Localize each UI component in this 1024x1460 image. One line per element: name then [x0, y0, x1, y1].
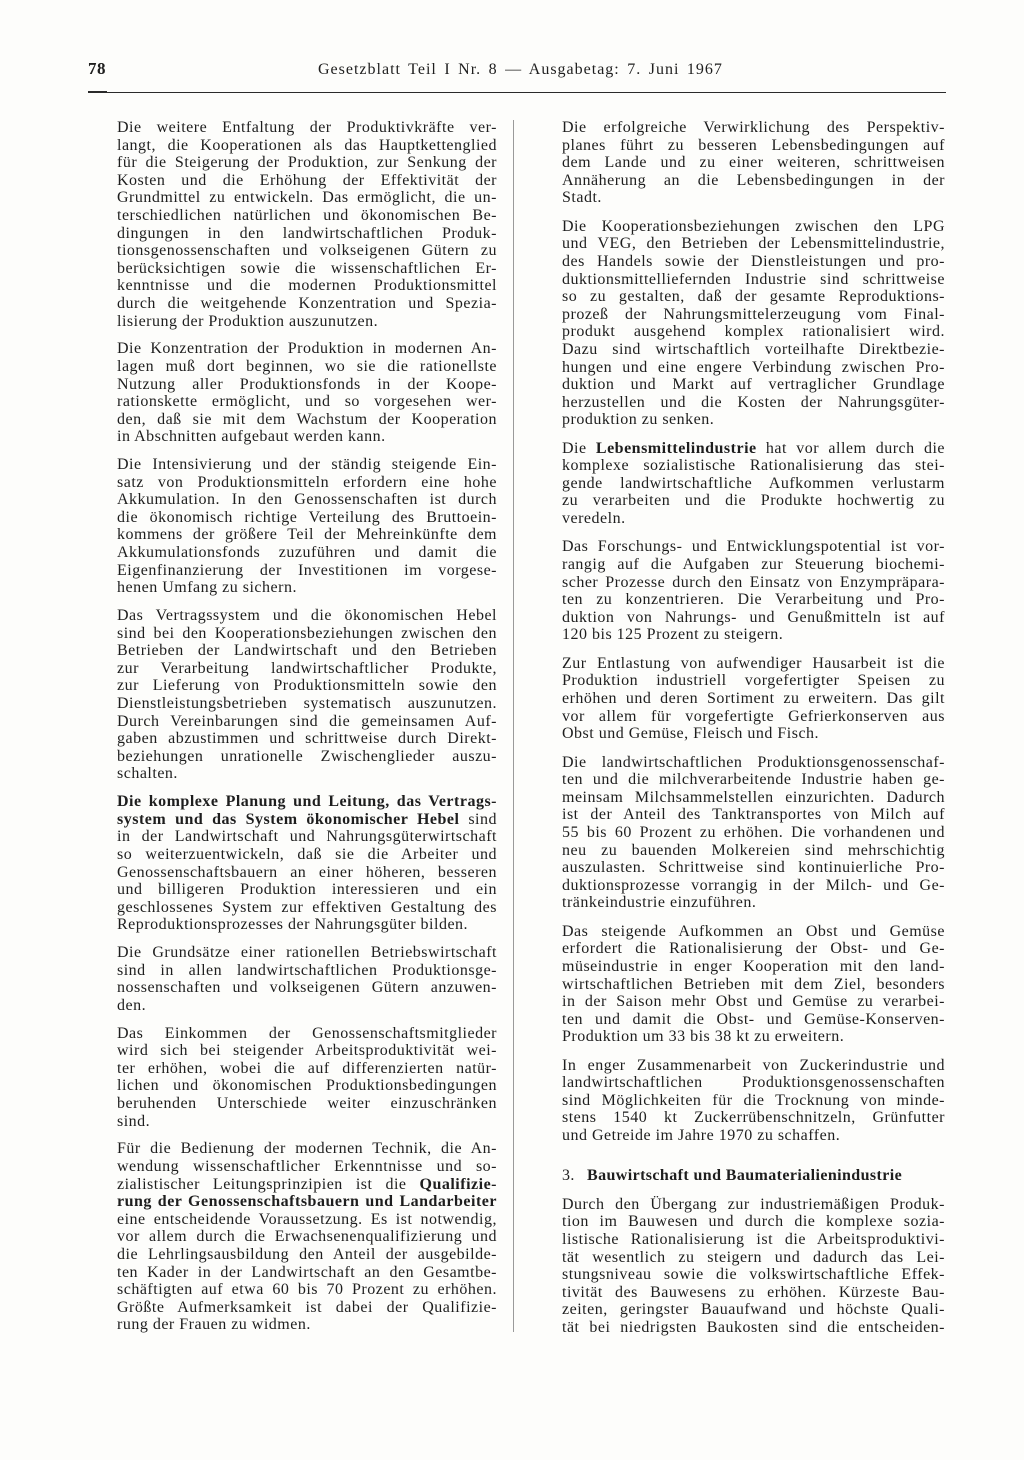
text-line: die ökonomisch richtige Verteilung des Bruttoein- [117, 508, 497, 526]
text-line: tränkeindustrie einzuführen. [562, 894, 757, 912]
text-line: henen Umfang zu sichern. [117, 579, 297, 597]
text-line: sind. [117, 1112, 151, 1130]
text-line: terschiedlichen natürlichen und ökonomischen Be- [117, 206, 497, 224]
text-line: Die landwirtschaftlichen Produktionsgenossenschaf- [562, 753, 945, 771]
paragraph [562, 440, 945, 528]
text-line: eine entscheidende Voraussetzung. Es ist notwendig, [117, 1210, 497, 1228]
text-line: und billigeren Produktion interessieren und ein [117, 881, 497, 899]
text-line: die Lehrlingsausbildung den Anteil der ausgebilde- [117, 1245, 497, 1263]
text-line: für die Steigerung der Produktion, zur Senkung der [117, 154, 497, 172]
text-line: langt, die Kooperationen als das Hauptkettenglied [117, 136, 497, 154]
text-line: rung der Frauen zu widmen. [117, 1316, 311, 1334]
text-line: duktion von Nahrungs- und Genußmitteln ist auf [562, 608, 945, 626]
text-line: und VEG, den Betrieben der Lebensmittelindustrie, [562, 235, 945, 253]
text-segment: zialistischer Leitungsprinzipien ist die [117, 1175, 420, 1193]
text-line: Durch den Übergang zur industriemäßigen Produk- [562, 1195, 945, 1213]
paragraph [117, 456, 497, 597]
text-line: wird sich bei steigender Arbeitsproduktivität wei- [117, 1042, 497, 1060]
bold-text: Qualifizie- [419, 1175, 497, 1193]
section-number: 3. [562, 1166, 575, 1184]
running-head: Gesetzblatt Teil I Nr. 8 — Ausgabetag: 7. Juni 1967 [318, 61, 723, 78]
text-line: ter erhöhen, wobei die auf differenzierten natür- [117, 1059, 497, 1077]
text-line: Kosten und die Erhöhung der Effektivität der [117, 171, 497, 189]
bold-text: system und das System ökonomischer Hebel [117, 810, 460, 828]
text-line: Betrieben der Landwirtschaft und den Betrieben [117, 642, 497, 660]
text-line: rationskette ermöglicht, und so vorgesehen wer- [117, 393, 497, 411]
paragraph [562, 754, 945, 912]
page-number: 78 [88, 59, 106, 78]
text-line: Die Kooperationsbeziehungen zwischen den LPG [562, 217, 945, 235]
text-line: rangig auf die Aufgaben zur Steuerung biochemi- [562, 556, 945, 574]
text-line: beziehungen unrationelle Zwischenglieder auszu- [117, 747, 497, 765]
text-line: in der Saison mehr Obst und Gemüse zu verarbei- [562, 993, 945, 1011]
text-line: meinsam Milchsammelstellen einzurichten. Dadurch [562, 788, 945, 806]
text-line: vor allem durch die Erwachsenenqualifizierung und [117, 1228, 497, 1246]
paragraph [117, 944, 497, 1014]
text-line: Produktion industriell vorgefertigter Speisen zu [562, 672, 945, 690]
text-line: produkt ausgehend komplex rationalisiert wird. [562, 323, 945, 341]
text-line: Die Konzentration der Produktion in modernen An- [117, 340, 497, 358]
text-line: Die weitere Entfaltung der Produktivkräfte ver- [117, 119, 497, 136]
text-line: gaben abzustimmen und schrittweise durch Direkt- [117, 730, 497, 748]
text-line: Obst und Gemüse, Fleisch und Fisch. [562, 725, 820, 743]
text-line: Das steigende Aufkommen an Obst und Gemüse [562, 922, 945, 940]
header-rule [88, 92, 946, 93]
text-line: müseindustrie in enger Kooperation mit den land- [562, 957, 945, 975]
text-line: planes führt zu besseren Lebensbedingungen auf [562, 136, 945, 154]
text-line: erhöhen und deren Sortiment zu erweitern. Das gilt [562, 690, 945, 707]
text-line: Größte Aufmerksamkeit ist dabei der Qualifizie- [117, 1298, 497, 1316]
paragraph [562, 655, 945, 743]
text-line: stens 1540 kt Zuckerrübenschnitzeln, Grünfutter [562, 1109, 945, 1127]
text-line: in Abschnitten aufgebaut werden kann. [117, 428, 386, 446]
paragraph [117, 1140, 497, 1334]
text-line: veredeln. [562, 510, 626, 528]
text-line: gende landwirtschaftliche Aufkommen verlustarm [562, 474, 945, 492]
text-line: hungen und eine engere Verbindung zwischen Pro- [562, 358, 945, 376]
text-line: in der Landwirtschaft und Nahrungsgüterwirtschaft [117, 828, 497, 846]
text-line: so weiterzuentwickeln, daß sie die Arbeiter und [117, 845, 497, 863]
left-column [117, 119, 497, 1344]
text-line [117, 811, 497, 829]
text-line: Stadt. [562, 189, 602, 207]
text-line: durch die weitgehende Konzentration und Spezia- [117, 294, 497, 312]
text-line: scher Prozesse durch den Einsatz von Enzympräpara- [562, 573, 945, 591]
text-line [117, 793, 497, 811]
text-line: Reproduktionsprozesses der Nahrungsgüter bilden. [117, 916, 469, 934]
text-line: komplexe sozialistische Rationalisierung das stei- [562, 457, 945, 475]
bold-text: Die komplexe Planung und Leitung, das Vertrags- [117, 793, 497, 811]
text-line: Dazu sind wirtschaftlich vorteilhafte Direktbezie- [562, 340, 945, 358]
text-line: Grundmittel zu entwickeln. Das ermöglicht, die un- [117, 189, 497, 207]
paragraph [117, 119, 497, 330]
section-heading [562, 1167, 945, 1185]
text-line: satz von Produktionsmitteln erfordern eine hohe [117, 473, 497, 491]
text-line: Das Vertragssystem und die ökonomischen Hebel [117, 607, 497, 624]
text-line: Die Grundsätze einer rationellen Betriebswirtschaft [117, 944, 497, 962]
text-line: sind bei den Kooperationsbeziehungen zwischen den [117, 624, 497, 642]
text-line: ist der Anteil des Tanktransportes von Milch auf [562, 806, 945, 824]
text-line: lichen und ökonomischen Produktionsbedingungen [117, 1077, 497, 1095]
text-line: 120 bis 125 Prozent zu steigern. [562, 626, 784, 644]
text-line: schäftigten auf etwa 60 bis 70 Prozent zu erhöhen. [117, 1281, 497, 1299]
paragraph [117, 793, 497, 934]
paragraph [117, 340, 497, 446]
text-line: vor allem für vorgefertigte Gefrierkonserven aus [562, 707, 945, 725]
text-line: tät bei niedrigsten Baukosten sind die entscheiden- [562, 1318, 945, 1336]
text-line: In enger Zusammenarbeit von Zuckerindustrie und [562, 1056, 945, 1074]
text-line: duktionsprozesse vorrangig in der Milch- und Ge- [562, 876, 945, 894]
text-line: wendung wissenschaftlicher Erkenntnisse und so- [117, 1157, 497, 1175]
right-column [562, 119, 945, 1347]
bold-text: Lebensmittelindustrie [595, 439, 757, 457]
text-line: tivität des Bauwesens zu erhöhen. Kürzeste Bau- [562, 1283, 945, 1301]
text-line: des Handels sowie der Dienstleistungen und pro- [562, 252, 945, 270]
text-line: neu zu bauenden Molkereien sind mehrschichtig [562, 841, 945, 859]
text-line: tionsgenossenschaften und volkseigenen Gütern zu [117, 242, 497, 260]
text-line: zur Verarbeitung landwirtschaftlicher Produkte, [117, 659, 497, 677]
header-rule-mark [88, 91, 107, 93]
text-line: zeiten, geringster Bauaufwand und höchste Quali- [562, 1301, 945, 1319]
text-line: Die Intensivierung und der ständig steigende Ein- [117, 456, 497, 474]
text-line: Akkumulation. In den Genossenschaften ist durch [117, 491, 497, 509]
text-line: 55 bis 60 Prozent zu erhöhen. Die vorhandenen und [562, 823, 945, 841]
text-line: kommens der größere Teil der Mehreinkünfte dem [117, 526, 497, 544]
text-line: Annäherung an die Lebensbedingungen in der [562, 171, 945, 189]
text-line: kenntnisse und die modernen Produktionsmittel [117, 277, 497, 295]
text-line: sind in allen landwirtschaftlichen Produktionsge- [117, 961, 497, 979]
paragraph [562, 1057, 945, 1145]
paragraph [562, 1196, 945, 1337]
text-line: dem Lande und zu einer weiteren, schrittweisen [562, 154, 945, 172]
text-line [117, 1193, 497, 1211]
text-line: landwirtschaftlichen Produktionsgenossenschaften [562, 1074, 945, 1092]
text-line: Das Einkommen der Genossenschaftsmitglieder [117, 1024, 497, 1042]
text-line [562, 440, 945, 458]
text-line: produktion zu senken. [562, 411, 715, 429]
section-title: Bauwirtschaft und Baumaterialienindustrie [587, 1166, 903, 1184]
paragraph [117, 1025, 497, 1131]
text-line: tion im Bauwesen und durch die komplexe sozia- [562, 1213, 945, 1231]
text-line: zu verarbeiten und die Produkte hochwertig zu [562, 492, 945, 510]
text-line: Nutzung aller Produktionsfonds in der Koope- [117, 375, 497, 393]
text-line: lagen muß dort beginnen, wo sie die rationellste [117, 357, 497, 375]
text-line: ten zu konzentrieren. Die Verarbeitung und Pro- [562, 591, 945, 609]
text-line: berücksichtigen sowie die wissenschaftlichen Er- [117, 259, 497, 277]
text-segment: sind [459, 810, 497, 828]
text-line: den, daß sie mit dem Wachstum der Kooperation [117, 410, 497, 428]
paragraph [562, 218, 945, 429]
text-line: Eigenfinanzierung der Investitionen im vorgese- [117, 561, 497, 579]
text-line: ten und damit die Obst- und Gemüse-Konserven- [562, 1010, 945, 1028]
text-line: listische Rationalisierung ist die Arbeitsproduktivi- [562, 1231, 945, 1248]
paragraph [117, 607, 497, 783]
text-line: Die erfolgreiche Verwirklichung des Perspektiv- [562, 119, 945, 136]
text-line: Durch Vereinbarungen sind die gemeinsamen Auf- [117, 712, 497, 730]
text-line: geschlossenes System zur effektiven Gestaltung des [117, 898, 497, 916]
text-line: Produktion um 33 bis 38 kt zu erweitern. [562, 1028, 845, 1046]
text-line: zur Lieferung von Produktionsmitteln sowie den [117, 677, 497, 695]
text-segment: hat vor allem durch die [756, 439, 945, 457]
text-line: den. [117, 996, 147, 1014]
text-segment: Die [562, 439, 596, 457]
text-line: lisierung der Produktion auszunutzen. [117, 312, 379, 330]
text-line: Akkumulationsfonds zuzuführen und damit die [117, 544, 497, 562]
text-line: tät wesentlich zu steigern und dadurch das Lei- [562, 1248, 945, 1266]
text-line: dingungen in den landwirtschaftlichen Produk- [117, 224, 497, 242]
text-line: Zur Entlastung von aufwendiger Hausarbeit ist die [562, 654, 945, 672]
text-line: stungsniveau sowie die volkswirtschaftliche Effek- [562, 1266, 945, 1284]
text-line: Genossenschaftsbauern an einer höheren, besseren [117, 863, 497, 881]
text-line [117, 1176, 497, 1194]
text-line: prozeß der Nahrungsmittelerzeugung vom Final- [562, 305, 945, 323]
text-line: Dienstleistungsbetrieben systematisch auszunutzen. [117, 694, 497, 712]
text-line: schalten. [117, 765, 178, 783]
text-line: ten Kader in der Landwirtschaft an den Gesamtbe- [117, 1263, 497, 1281]
paragraph [562, 923, 945, 1046]
text-line: so zu gestalten, daß der gesamte Reproduktions- [562, 288, 945, 306]
text-line: und Getreide im Jahre 1970 zu schaffen. [562, 1127, 841, 1145]
text-line: Für die Bedienung der modernen Technik, die An- [117, 1140, 497, 1158]
text-line: auszulasten. Schrittweise sind kontinuierliche Pro- [562, 859, 945, 877]
text-line: nossenschaften und volkseigenen Gütern anzuwen- [117, 979, 497, 997]
text-line: sind Möglichkeiten für die Trocknung von minde- [562, 1091, 945, 1109]
text-line: ten und die milchverarbeitende Industrie haben ge- [562, 771, 945, 789]
text-line: Das Forschungs- und Entwicklungspotential ist vor- [562, 538, 945, 556]
paragraph [562, 119, 945, 207]
text-line: duktionsmittelliefernden Industrie sind schrittweise [562, 270, 945, 288]
text-line: beruhenden Unterschiede weiter einzuschränken [117, 1095, 497, 1112]
text-line: herzustellen und die Kosten der Nahrungsgüter- [562, 393, 945, 411]
bold-text: rung der Genossenschaftsbauern und Landarbeiter [117, 1193, 497, 1211]
paragraph [562, 538, 945, 644]
text-line: wirtschaftlichen Betrieben mit dem Ziel, besonders [562, 975, 945, 993]
column-divider [513, 120, 514, 1332]
text-line: erfordert die Rationalisierung der Obst- und Ge- [562, 940, 945, 958]
text-line: duktion und Markt auf vertraglicher Grundlage [562, 376, 945, 394]
